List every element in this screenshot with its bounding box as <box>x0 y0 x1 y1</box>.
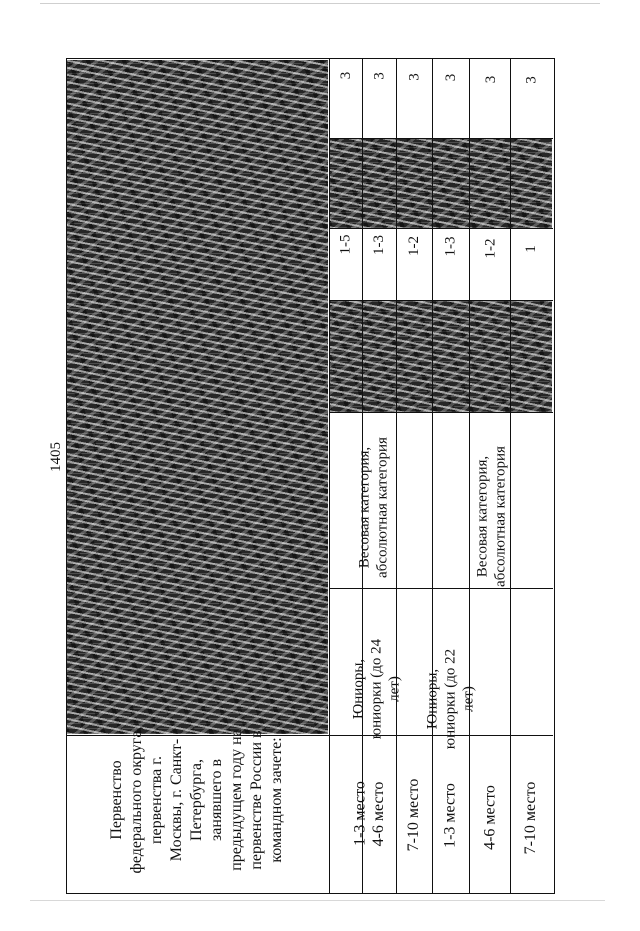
table-line <box>329 300 553 301</box>
table-cell-place: 1-3 место <box>351 781 368 846</box>
table-cell-range: 1 <box>523 245 539 253</box>
table-cell-value: 3 <box>482 75 499 84</box>
table-cell-range: 1-2 <box>406 236 422 256</box>
table-cell-value: 3 <box>406 73 423 81</box>
table-cell-place: 7-10 место <box>522 781 539 855</box>
table-cell-value: 3 <box>523 76 540 84</box>
table-cell-value: 3 <box>337 71 354 80</box>
table-cell-value: 3 <box>442 73 459 82</box>
page-number: 1405 <box>48 442 64 472</box>
table-cell-range: 1-2 <box>482 238 498 259</box>
table-cell-range: 1-3 <box>371 235 387 255</box>
table-cell-range: 1-5 <box>337 234 353 255</box>
table-cell-category: Весовая категория, абсолютная категория <box>356 437 390 578</box>
table-cell-place: 7-10 место <box>405 778 422 852</box>
top-scan-edge <box>40 3 600 4</box>
table-cell-place: 1-3 место <box>441 783 458 848</box>
table-cell-age-group: Юниоры, юниорки (до 24 лет) <box>350 638 403 740</box>
header-cell <box>87 669 307 931</box>
table-cell-range: 1-3 <box>442 236 458 257</box>
header-cell-text: Первенство федерального округа, первенства г. Москвы, г. Санкт-Петербурга, занявшего в предыдущем году на первенстве России в командном зачете: <box>108 726 285 874</box>
table-cell-value: 3 <box>371 72 388 80</box>
table-cell-place: 4-6 место <box>370 781 387 847</box>
table-cell-place: 4-6 место <box>481 785 498 850</box>
table-cell-age-group: Юниоры, юниорки (до 22 лет) <box>424 648 477 750</box>
table-line <box>329 138 553 139</box>
table-cell-category: Весовая категория, абсолютная категория <box>474 446 508 587</box>
